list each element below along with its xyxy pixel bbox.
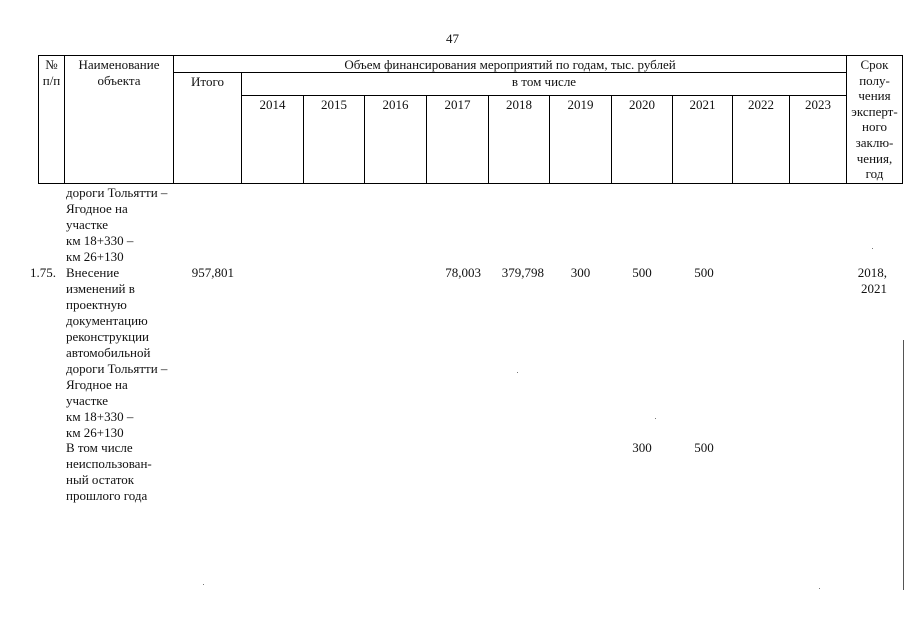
header-year-2022: 2022 bbox=[748, 97, 774, 112]
row-1-num: 1.75. bbox=[30, 265, 56, 280]
header-rule-including bbox=[241, 95, 846, 96]
scan-speck bbox=[819, 588, 820, 589]
row-1-name: Внесение изменений в проектную документацию реконструкции автомобильной дороги Тольятти – Ягодное на участке км 18+330 – км 26+130 bbox=[66, 265, 168, 440]
row-2-year-2021: 500 bbox=[694, 440, 714, 455]
table-header bbox=[0, 0, 905, 190]
page-number: 47 bbox=[446, 31, 459, 46]
row-1-year-2018: 379,798 bbox=[501, 265, 544, 280]
header-num: № п/п bbox=[42, 57, 61, 88]
row-1-year-2017: 78,003 bbox=[445, 265, 481, 280]
header-year-2018: 2018 bbox=[506, 97, 532, 112]
row-1-year-2021: 500 bbox=[694, 265, 714, 280]
scan-edge-line bbox=[903, 340, 904, 590]
header-year-2020: 2020 bbox=[629, 97, 655, 112]
row-2-year-2020: 300 bbox=[632, 440, 652, 455]
header-total: Итого bbox=[191, 74, 224, 89]
header-year-2015: 2015 bbox=[321, 97, 347, 112]
header-bottom-border bbox=[38, 183, 902, 184]
header-year-2014: 2014 bbox=[259, 97, 286, 112]
header-year-2016: 2016 bbox=[382, 97, 409, 112]
scan-speck bbox=[517, 372, 518, 373]
row-1-year-2020: 500 bbox=[632, 265, 652, 280]
header-year-2023: 2023 bbox=[805, 97, 831, 112]
row-1-total: 957,801 bbox=[191, 265, 234, 280]
header-including: в том числе bbox=[511, 74, 577, 89]
row-1-year-2019: 300 bbox=[570, 265, 591, 280]
header-top-border bbox=[38, 55, 902, 56]
scan-speck bbox=[655, 418, 656, 419]
header-deadline: Срок полу- чения эксперт- ного заклю- чения, год bbox=[851, 57, 898, 182]
header-name: Наименование объекта bbox=[78, 57, 160, 88]
header-year-2017: 2017 bbox=[444, 97, 471, 112]
header-year-2021: 2021 bbox=[689, 97, 716, 112]
row-1-deadline: 2018, 2021 bbox=[857, 265, 887, 296]
scan-speck bbox=[203, 584, 204, 585]
scan-speck bbox=[872, 248, 873, 249]
header-year-2019: 2019 bbox=[567, 97, 594, 112]
row-0-name: дороги Тольятти – Ягодное на участке км 18+330 – км 26+130 bbox=[66, 185, 168, 264]
row-2-name: В том числе неиспользован- ный остаток прошлого года bbox=[66, 440, 152, 503]
header-funding-group: Объем финансирования мероприятий по годам, тыс. рублей bbox=[344, 57, 676, 72]
